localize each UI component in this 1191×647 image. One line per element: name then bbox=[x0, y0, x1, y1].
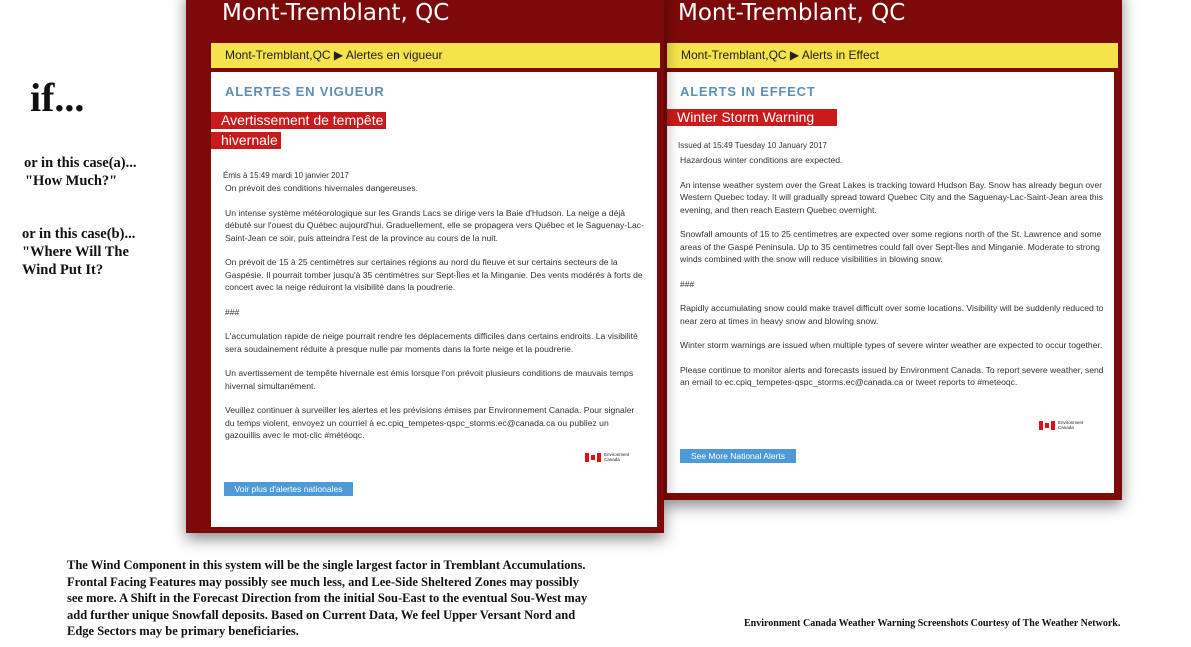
breadcrumb[interactable]: Mont-Tremblant,QC ▶ Alerts in Effect bbox=[667, 43, 1118, 68]
warning-title-text: hivernale bbox=[211, 132, 281, 149]
warning-title-text: Winter Storm Warning bbox=[667, 109, 817, 126]
environment-canada-logo bbox=[585, 452, 629, 462]
alert-paragraph: ### bbox=[225, 306, 240, 317]
alert-card bbox=[211, 72, 657, 527]
see-national-alerts-button[interactable]: See More National Alerts bbox=[680, 449, 796, 463]
wind-analysis-text bbox=[67, 557, 627, 640]
breadcrumb[interactable]: Mont-Tremblant,QC ▶ Alertes en vigueur bbox=[211, 43, 660, 68]
city-title: Mont-Tremblant, QC bbox=[678, 0, 906, 26]
case-b-note bbox=[22, 225, 135, 279]
analysis-line: Edge Sectors may be primary beneficiaries. bbox=[67, 624, 299, 638]
english-alert-panel bbox=[662, 0, 1122, 500]
alert-paragraph: On prévoit des conditions hivernales dangereuses. bbox=[225, 183, 418, 193]
alert-paragraph: L'accumulation rapide de neige pourrait rendre les déplacements difficiles dans certains endroits. La visibilité sera soudainement réduite à presque nulle par moments dans la forte neige et la poudrerie. bbox=[225, 331, 638, 354]
see-national-alerts-button[interactable]: Voir plus d'alertes nationales bbox=[224, 482, 353, 496]
logo-text: Canada bbox=[1058, 425, 1074, 430]
analysis-line: The Wind Component in this system will be the single largest factor in Tremblant Accumulations. bbox=[67, 558, 586, 572]
case-b-line: "Where Will The bbox=[22, 244, 129, 260]
alert-paragraph: Please continue to monitor alerts and forecasts issued by Environment Canada. To report severe weather, send an email to ec.cpiq_tempetes-qspc_storms.ec@canada.ca or tweet reports to #meteoqc. bbox=[680, 364, 1104, 387]
screenshot-credit: Environment Canada Weather Warning Screenshots Courtesy of The Weather Network. bbox=[744, 618, 1121, 629]
alert-paragraph: An intense weather system over the Great Lakes is tracking toward Hudson Bay. Snow has already begun over Western Quebec today. It will gradually spread toward Quebec City and the Saguenay-Lac-Saint-Jean area this evening, and then reach Eastern Quebec overnight. bbox=[680, 179, 1103, 215]
warning-title bbox=[211, 110, 401, 150]
canada-flag-icon bbox=[585, 453, 601, 462]
alert-paragraph: Winter storm warnings are issued when multiple types of severe winter weather are expected to occur together. bbox=[680, 340, 1103, 350]
city-title: Mont-Tremblant, QC bbox=[222, 0, 450, 26]
if-heading: if... bbox=[30, 75, 85, 120]
warning-title-text: Avertissement de tempête bbox=[211, 112, 386, 129]
logo-text: Environment bbox=[604, 452, 630, 457]
alert-paragraph: Un intense système météorologique sur les Grands Lacs se dirige vers la Baie d'Hudson. La neige a déjà débuté sur l'ouest du Québec aujourd'hui. Graduellement, elle se propagera vers Québec et le Saguenay-Lac-Saint-Jean ce soir, puis atteindra l'est de la province au cours de la nuit. bbox=[225, 207, 644, 243]
alert-paragraph: Un avertissement de tempête hivernale est émis lorsque l'on prévoit plusieurs conditions de mauvais temps hivernal simultanément. bbox=[225, 368, 634, 391]
alert-paragraph: Snowfall amounts of 15 to 25 centimetres are expected over some regions north of the St. Lawrence and some areas of the Gaspé Peninsula. Up to 35 centimetres could fall over Sept-Îles and Minganie. Moderate to strong winds combined with the snow will reduce visibilities in blowing snow. bbox=[680, 229, 1102, 264]
alert-card bbox=[667, 72, 1114, 493]
case-b-line: or in this case(b)... bbox=[22, 226, 136, 242]
alert-paragraph: ### bbox=[680, 278, 695, 289]
alert-paragraph: Hazardous winter conditions are expected. bbox=[680, 155, 843, 165]
alert-body bbox=[225, 182, 645, 454]
section-title: ALERTES EN VIGUEUR bbox=[225, 84, 385, 99]
warning-title bbox=[667, 109, 837, 126]
alert-body bbox=[680, 154, 1105, 401]
alert-paragraph: Veuillez continuer à surveiller les alertes et les prévisions émises par Environnement Canada. Pour signaler du temps violent, envoyez un courriel à ec.cpiq_tempetes-qspc_storms.ec@canada.ca ou publiez un gazouillis avec le mot-clic #météoqc. bbox=[225, 405, 635, 440]
analysis-line: see more. A Shift in the Forecast Direction from the initial Sou-East to the eventual Sou-West may bbox=[67, 591, 588, 605]
issued-timestamp: Issued at 15:49 Tuesday 10 January 2017 bbox=[678, 141, 827, 150]
issued-timestamp: Émis à 15:49 mardi 10 janvier 2017 bbox=[223, 171, 349, 180]
case-a-line: or in this case(a)... bbox=[24, 155, 137, 171]
logo-text: Canada bbox=[604, 457, 620, 462]
case-a-line: "How Much?" bbox=[25, 173, 118, 189]
alert-paragraph: On prévoit de 15 à 25 centimètres sur certaines régions au nord du fleuve et sur certains secteurs de la Gaspésie. Il pourrait tomber jusqu'à 35 centimètres sur Sept-Îles et la Minganie. Des vents modérés à forts de concert avec la neige réduiront la visibilité dans la poudrerie. bbox=[225, 257, 643, 292]
case-a-note bbox=[24, 154, 137, 190]
canada-flag-icon bbox=[1039, 421, 1055, 430]
environment-canada-logo bbox=[1039, 420, 1083, 430]
french-alert-panel bbox=[186, 0, 664, 533]
analysis-line: Frontal Facing Features may possibly see much less, and Lee-Side Sheltered Zones may possibly bbox=[67, 574, 579, 589]
case-b-line: Wind Put It? bbox=[22, 262, 104, 278]
alert-paragraph: Rapidly accumulating snow could make travel difficult over some locations. Visibility will be suddenly reduced to near zero at times in heavy snow and blowing snow. bbox=[680, 303, 1104, 326]
analysis-line: add further unique Snowfall deposits. Based on Current Data, We feel Upper Versant Nord and bbox=[67, 607, 576, 622]
section-title: ALERTS IN EFFECT bbox=[680, 84, 816, 99]
logo-text: Environment bbox=[1058, 420, 1084, 425]
